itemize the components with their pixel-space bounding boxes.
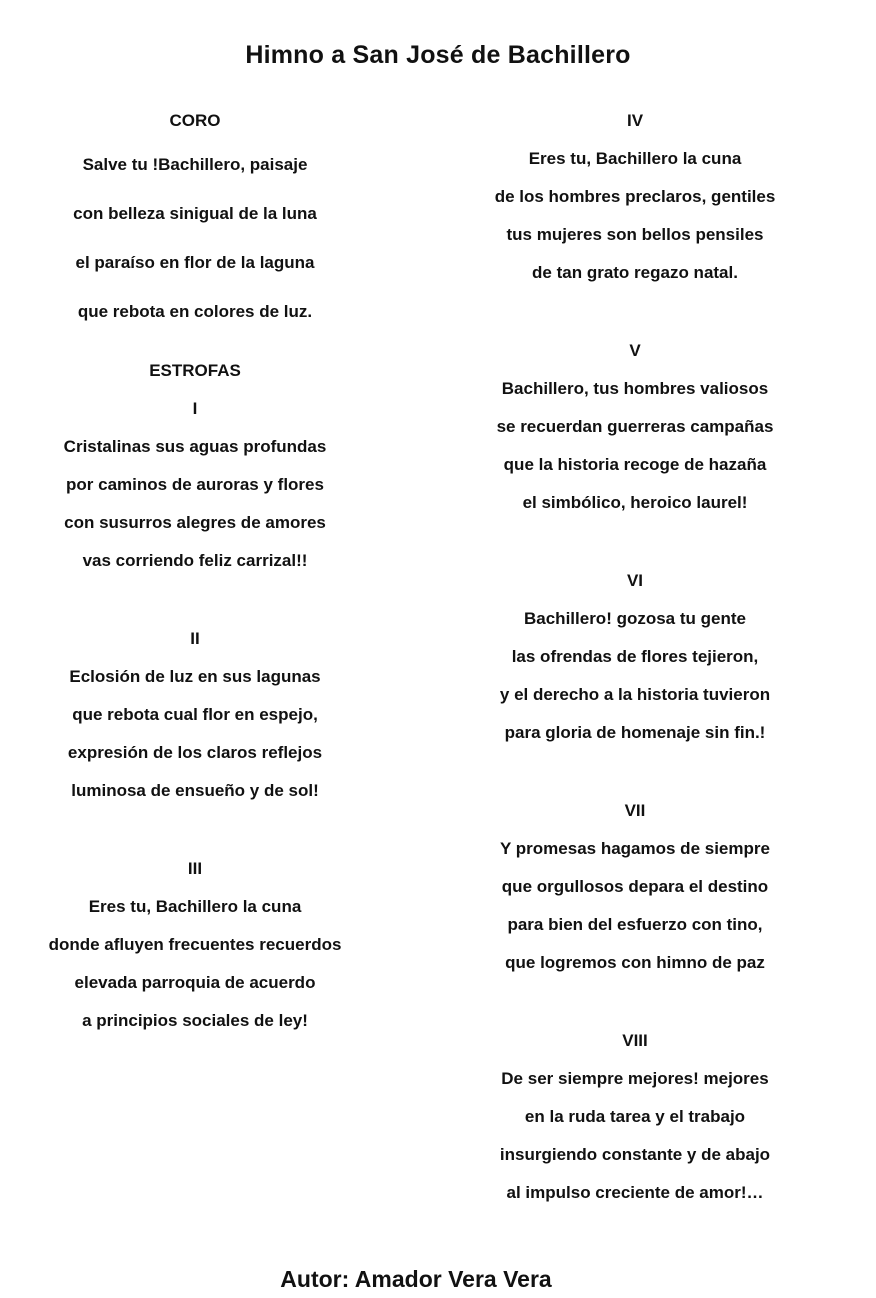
- stanza-number: VII: [624, 801, 646, 820]
- stanza-number: VI: [626, 571, 644, 590]
- author-credit: Autor: Amador Vera Vera: [280, 1266, 552, 1292]
- stanza-line: se recuerdan guerreras campañas: [496, 417, 774, 436]
- stanza-line: De ser siempre mejores! mejores: [501, 1069, 769, 1088]
- page-title: Himno a San José de Bachillero: [245, 41, 631, 69]
- coro-line: que rebota en colores de luz.: [77, 302, 313, 321]
- stanza-line: Cristalinas sus aguas profundas: [63, 437, 327, 456]
- coro-line: Salve tu !Bachillero, paisaje: [82, 155, 308, 174]
- stanza-line: luminosa de ensueño y de sol!: [71, 781, 319, 800]
- stanza-line: Eclosión de luz en sus lagunas: [69, 667, 321, 686]
- stanza-line: Eres tu, Bachillero la cuna: [88, 897, 302, 916]
- stanza-number: II: [190, 629, 200, 648]
- stanza-number: III: [187, 859, 203, 878]
- stanza-line: que orgullosos depara el destino: [501, 877, 769, 896]
- stanza-line: elevada parroquia de acuerdo: [74, 973, 316, 992]
- stanza-line: y el derecho a la historia tuvieron: [499, 685, 771, 704]
- stanza-number: V: [629, 341, 641, 360]
- stanza-line: Eres tu, Bachillero la cuna: [528, 149, 742, 168]
- stanza-line: vas corriendo feliz carrizal!!: [82, 551, 308, 570]
- right-column: [460, 102, 810, 1212]
- stanza-line: a principios sociales de ley!: [82, 1011, 308, 1030]
- stanza-line: el simbólico, heroico laurel!: [522, 493, 748, 512]
- stanza-line: que la historia recoge de hazaña: [503, 455, 767, 474]
- stanza-line: al impulso creciente de amor!…: [506, 1183, 764, 1202]
- stanza-line: donde afluyen frecuentes recuerdos: [48, 935, 342, 954]
- stanza-line: en la ruda tarea y el trabajo: [524, 1107, 746, 1126]
- stanza-line: Y promesas hagamos de siempre: [500, 839, 770, 858]
- stanza-line: que rebota cual flor en espejo,: [72, 705, 318, 724]
- stanza-number: I: [192, 399, 198, 418]
- stanza-number: IV: [626, 111, 644, 130]
- stanza-line: para bien del esfuerzo con tino,: [507, 915, 763, 934]
- stanza-line: expresión de los claros reflejos: [67, 743, 323, 762]
- stanza-line: Bachillero, tus hombres valiosos: [501, 379, 769, 398]
- stanza-number: VIII: [622, 1031, 648, 1050]
- stanza-line: que logremos con himno de paz: [505, 953, 765, 972]
- stanza-line: insurgiendo constante y de abajo: [499, 1145, 771, 1164]
- stanza-line: de tan grato regazo natal.: [532, 263, 738, 282]
- stanza-line: tus mujeres son bellos pensiles: [506, 225, 764, 244]
- stanza-line: de los hombres preclaros, gentiles: [494, 187, 776, 206]
- coro-heading: CORO: [169, 111, 221, 130]
- stanza-line: para gloria de homenaje sin fin.!: [504, 723, 766, 742]
- left-column: [20, 102, 370, 1040]
- stanza-line: Bachillero! gozosa tu gente: [524, 609, 746, 628]
- stanza-line: las ofrendas de flores tejieron,: [511, 647, 759, 666]
- estrofas-heading: ESTROFAS: [149, 361, 241, 380]
- coro-line: con belleza sinigual de la luna: [73, 204, 317, 223]
- stanza-line: con susurros alegres de amores: [64, 513, 326, 532]
- coro-line: el paraíso en flor de la laguna: [75, 253, 315, 272]
- stanza-line: por caminos de auroras y flores: [66, 475, 324, 494]
